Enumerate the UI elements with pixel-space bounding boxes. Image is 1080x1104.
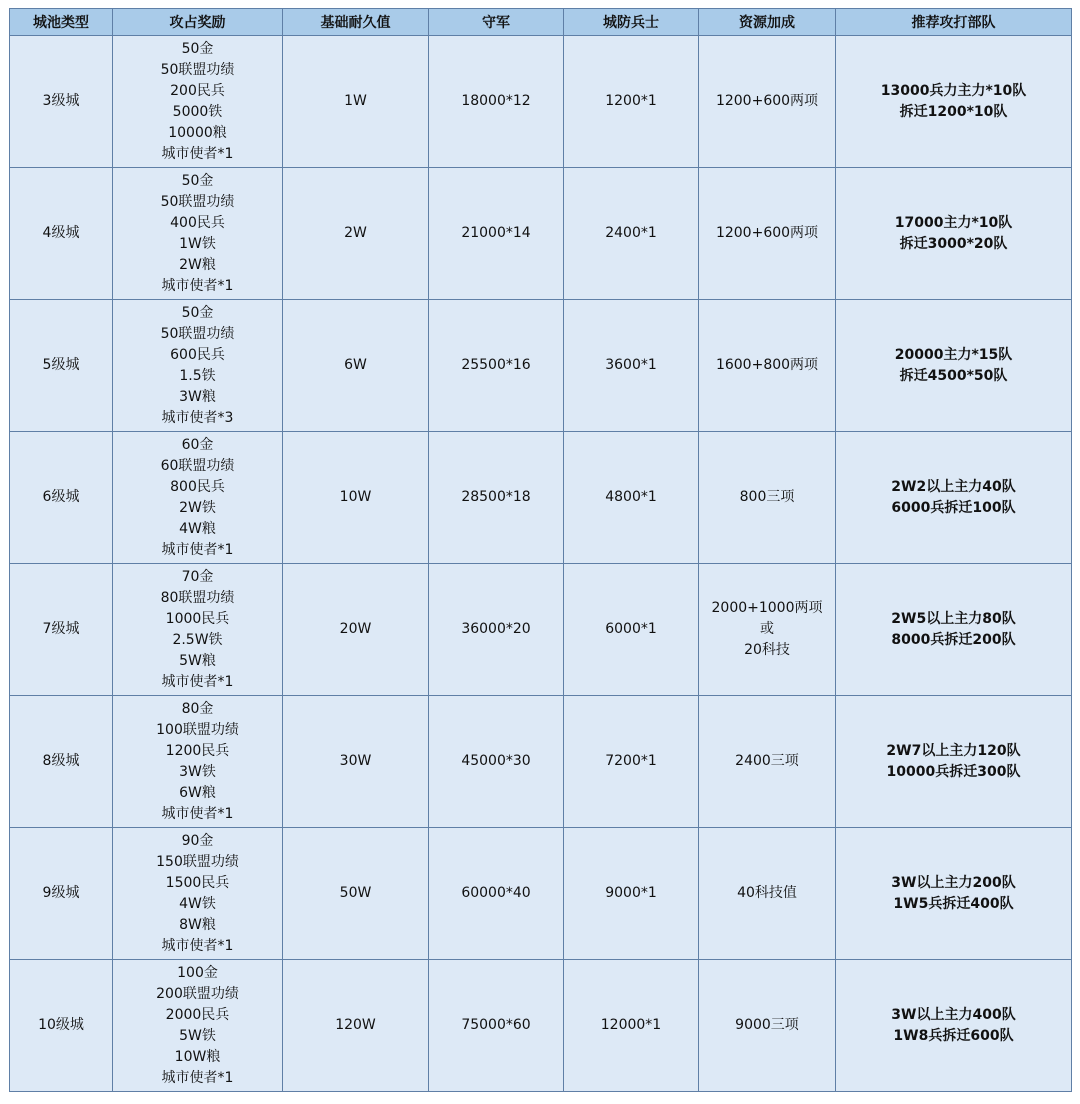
resource-line: 20科技 [744, 642, 790, 658]
reward-line: 10000粮 [168, 124, 227, 141]
table-header-row [10, 9, 1072, 36]
table-row [10, 300, 1072, 432]
reward-line: 800民兵 [170, 478, 225, 495]
cell-base-durability: 120W [283, 960, 429, 1092]
cell-city-type: 9级城 [10, 828, 113, 960]
reward-line: 城市使者*1 [161, 937, 234, 954]
reward-line: 50金 [181, 40, 214, 57]
reward-line: 2W粮 [179, 256, 216, 273]
cell-recommended-troops [836, 432, 1072, 564]
header-city-defender: 城防兵士 [564, 9, 699, 36]
header-resource-bonus: 资源加成 [699, 9, 836, 36]
table-row [10, 696, 1072, 828]
cell-recommended-troops [836, 960, 1072, 1092]
reward-line: 1200民兵 [165, 742, 230, 759]
reward-line: 50联盟功绩 [160, 61, 235, 78]
cell-recommended-troops [836, 168, 1072, 300]
reward-line: 4W铁 [179, 895, 216, 912]
table-row [10, 828, 1072, 960]
resource-line: 1200+600两项 [715, 93, 819, 109]
reward-line: 1.5铁 [179, 367, 216, 384]
cell-city-defender: 9000*1 [564, 828, 699, 960]
cell-capture-reward [113, 564, 283, 696]
cell-garrison: 75000*60 [429, 960, 564, 1092]
header-capture-reward: 攻占奖励 [113, 9, 283, 36]
cell-garrison: 45000*30 [429, 696, 564, 828]
cell-resource-bonus [699, 300, 836, 432]
cell-city-defender: 3600*1 [564, 300, 699, 432]
cell-capture-reward [113, 432, 283, 564]
recommend-line: 1W5兵拆迁400队 [893, 895, 1014, 912]
reward-line: 6W粮 [179, 784, 216, 801]
cell-garrison: 25500*16 [429, 300, 564, 432]
reward-line: 200联盟功绩 [156, 985, 239, 1002]
cell-garrison: 60000*40 [429, 828, 564, 960]
reward-line: 100联盟功绩 [156, 721, 239, 738]
resource-line: 40科技值 [737, 885, 797, 901]
resource-line: 2400三项 [735, 753, 799, 769]
reward-line: 80金 [181, 700, 214, 717]
cell-city-defender: 4800*1 [564, 432, 699, 564]
cell-garrison: 36000*20 [429, 564, 564, 696]
reward-line: 5W铁 [179, 1027, 216, 1044]
reward-line: 城市使者*1 [161, 1069, 234, 1086]
cell-resource-bonus [699, 960, 836, 1092]
reward-line: 2000民兵 [165, 1006, 230, 1023]
cell-base-durability: 2W [283, 168, 429, 300]
reward-line: 1W铁 [179, 235, 216, 252]
cell-garrison: 28500*18 [429, 432, 564, 564]
reward-line: 150联盟功绩 [156, 853, 239, 870]
cell-resource-bonus [699, 696, 836, 828]
cell-base-durability: 6W [283, 300, 429, 432]
reward-line: 3W铁 [179, 763, 216, 780]
recommend-line: 20000主力*15队 [894, 346, 1013, 363]
cell-capture-reward [113, 300, 283, 432]
reward-line: 400民兵 [170, 214, 225, 231]
cell-capture-reward [113, 36, 283, 168]
cell-base-durability: 30W [283, 696, 429, 828]
table-row [10, 168, 1072, 300]
reward-line: 600民兵 [170, 346, 225, 363]
header-recommended-troops: 推荐攻打部队 [836, 9, 1072, 36]
cell-recommended-troops [836, 564, 1072, 696]
reward-line: 城市使者*1 [161, 277, 234, 294]
city-table-container [9, 8, 1071, 1092]
reward-line: 1500民兵 [165, 874, 230, 891]
recommend-line: 2W2以上主力40队 [891, 478, 1016, 495]
table-row [10, 564, 1072, 696]
reward-line: 4W粮 [179, 520, 216, 537]
reward-line: 50联盟功绩 [160, 325, 235, 342]
recommend-line: 拆迁3000*20队 [899, 235, 1008, 252]
recommend-line: 10000兵拆迁300队 [886, 763, 1021, 780]
cell-city-defender: 2400*1 [564, 168, 699, 300]
recommend-line: 拆迁4500*50队 [899, 367, 1008, 384]
reward-line: 50金 [181, 304, 214, 321]
reward-line: 60金 [181, 436, 214, 453]
cell-city-type: 7级城 [10, 564, 113, 696]
cell-city-type: 4级城 [10, 168, 113, 300]
reward-line: 50金 [181, 172, 214, 189]
cell-recommended-troops [836, 696, 1072, 828]
cell-city-type: 6级城 [10, 432, 113, 564]
reward-line: 200民兵 [170, 82, 225, 99]
reward-line: 5W粮 [179, 652, 216, 669]
reward-line: 90金 [181, 832, 214, 849]
cell-city-type: 10级城 [10, 960, 113, 1092]
reward-line: 50联盟功绩 [160, 193, 235, 210]
recommend-line: 拆迁1200*10队 [899, 103, 1008, 120]
cell-garrison: 18000*12 [429, 36, 564, 168]
table-body [10, 36, 1072, 1092]
reward-line: 城市使者*3 [161, 409, 234, 426]
table-row [10, 36, 1072, 168]
table-row [10, 432, 1072, 564]
recommend-line: 17000主力*10队 [894, 214, 1013, 231]
recommend-line: 1W8兵拆迁600队 [893, 1027, 1014, 1044]
reward-line: 3W粮 [179, 388, 216, 405]
recommend-line: 3W以上主力200队 [891, 874, 1016, 891]
cell-city-defender: 6000*1 [564, 564, 699, 696]
table-row [10, 960, 1072, 1092]
reward-line: 8W粮 [179, 916, 216, 933]
resource-line: 1200+600两项 [715, 225, 819, 241]
cell-resource-bonus [699, 828, 836, 960]
header-garrison: 守军 [429, 9, 564, 36]
resource-line: 或 [760, 621, 774, 637]
reward-line: 10W粮 [174, 1048, 221, 1065]
cell-resource-bonus [699, 36, 836, 168]
cell-resource-bonus [699, 168, 836, 300]
reward-line: 1000民兵 [165, 610, 230, 627]
reward-line: 70金 [181, 568, 214, 585]
cell-capture-reward [113, 696, 283, 828]
cell-city-defender: 12000*1 [564, 960, 699, 1092]
header-base-durability: 基础耐久值 [283, 9, 429, 36]
reward-line: 2W铁 [179, 499, 216, 516]
cell-recommended-troops [836, 36, 1072, 168]
resource-line: 9000三项 [735, 1017, 799, 1033]
cell-base-durability: 1W [283, 36, 429, 168]
resource-line: 1600+800两项 [715, 357, 819, 373]
cell-capture-reward [113, 960, 283, 1092]
cell-base-durability: 50W [283, 828, 429, 960]
cell-resource-bonus [699, 432, 836, 564]
cell-city-type: 5级城 [10, 300, 113, 432]
reward-line: 100金 [177, 964, 218, 981]
recommend-line: 13000兵力主力*10队 [880, 82, 1027, 99]
cell-recommended-troops [836, 828, 1072, 960]
reward-line: 城市使者*1 [161, 805, 234, 822]
reward-line: 城市使者*1 [161, 145, 234, 162]
recommend-line: 2W5以上主力80队 [891, 610, 1016, 627]
cell-garrison: 21000*14 [429, 168, 564, 300]
recommend-line: 2W7以上主力120队 [886, 742, 1021, 759]
recommend-line: 3W以上主力400队 [891, 1006, 1016, 1023]
reward-line: 5000铁 [172, 103, 223, 120]
city-siege-table [9, 8, 1072, 1092]
resource-line: 2000+1000两项 [711, 600, 823, 616]
cell-base-durability: 20W [283, 564, 429, 696]
recommend-line: 6000兵拆迁100队 [891, 499, 1016, 516]
reward-line: 城市使者*1 [161, 673, 234, 690]
cell-base-durability: 10W [283, 432, 429, 564]
reward-line: 2.5W铁 [172, 631, 223, 648]
cell-capture-reward [113, 168, 283, 300]
cell-city-type: 3级城 [10, 36, 113, 168]
cell-city-type: 8级城 [10, 696, 113, 828]
reward-line: 60联盟功绩 [160, 457, 235, 474]
resource-line: 800三项 [739, 489, 795, 505]
cell-capture-reward [113, 828, 283, 960]
recommend-line: 8000兵拆迁200队 [891, 631, 1016, 648]
reward-line: 80联盟功绩 [160, 589, 235, 606]
header-city-type: 城池类型 [10, 9, 113, 36]
cell-recommended-troops [836, 300, 1072, 432]
cell-city-defender: 1200*1 [564, 36, 699, 168]
reward-line: 城市使者*1 [161, 541, 234, 558]
cell-resource-bonus [699, 564, 836, 696]
cell-city-defender: 7200*1 [564, 696, 699, 828]
